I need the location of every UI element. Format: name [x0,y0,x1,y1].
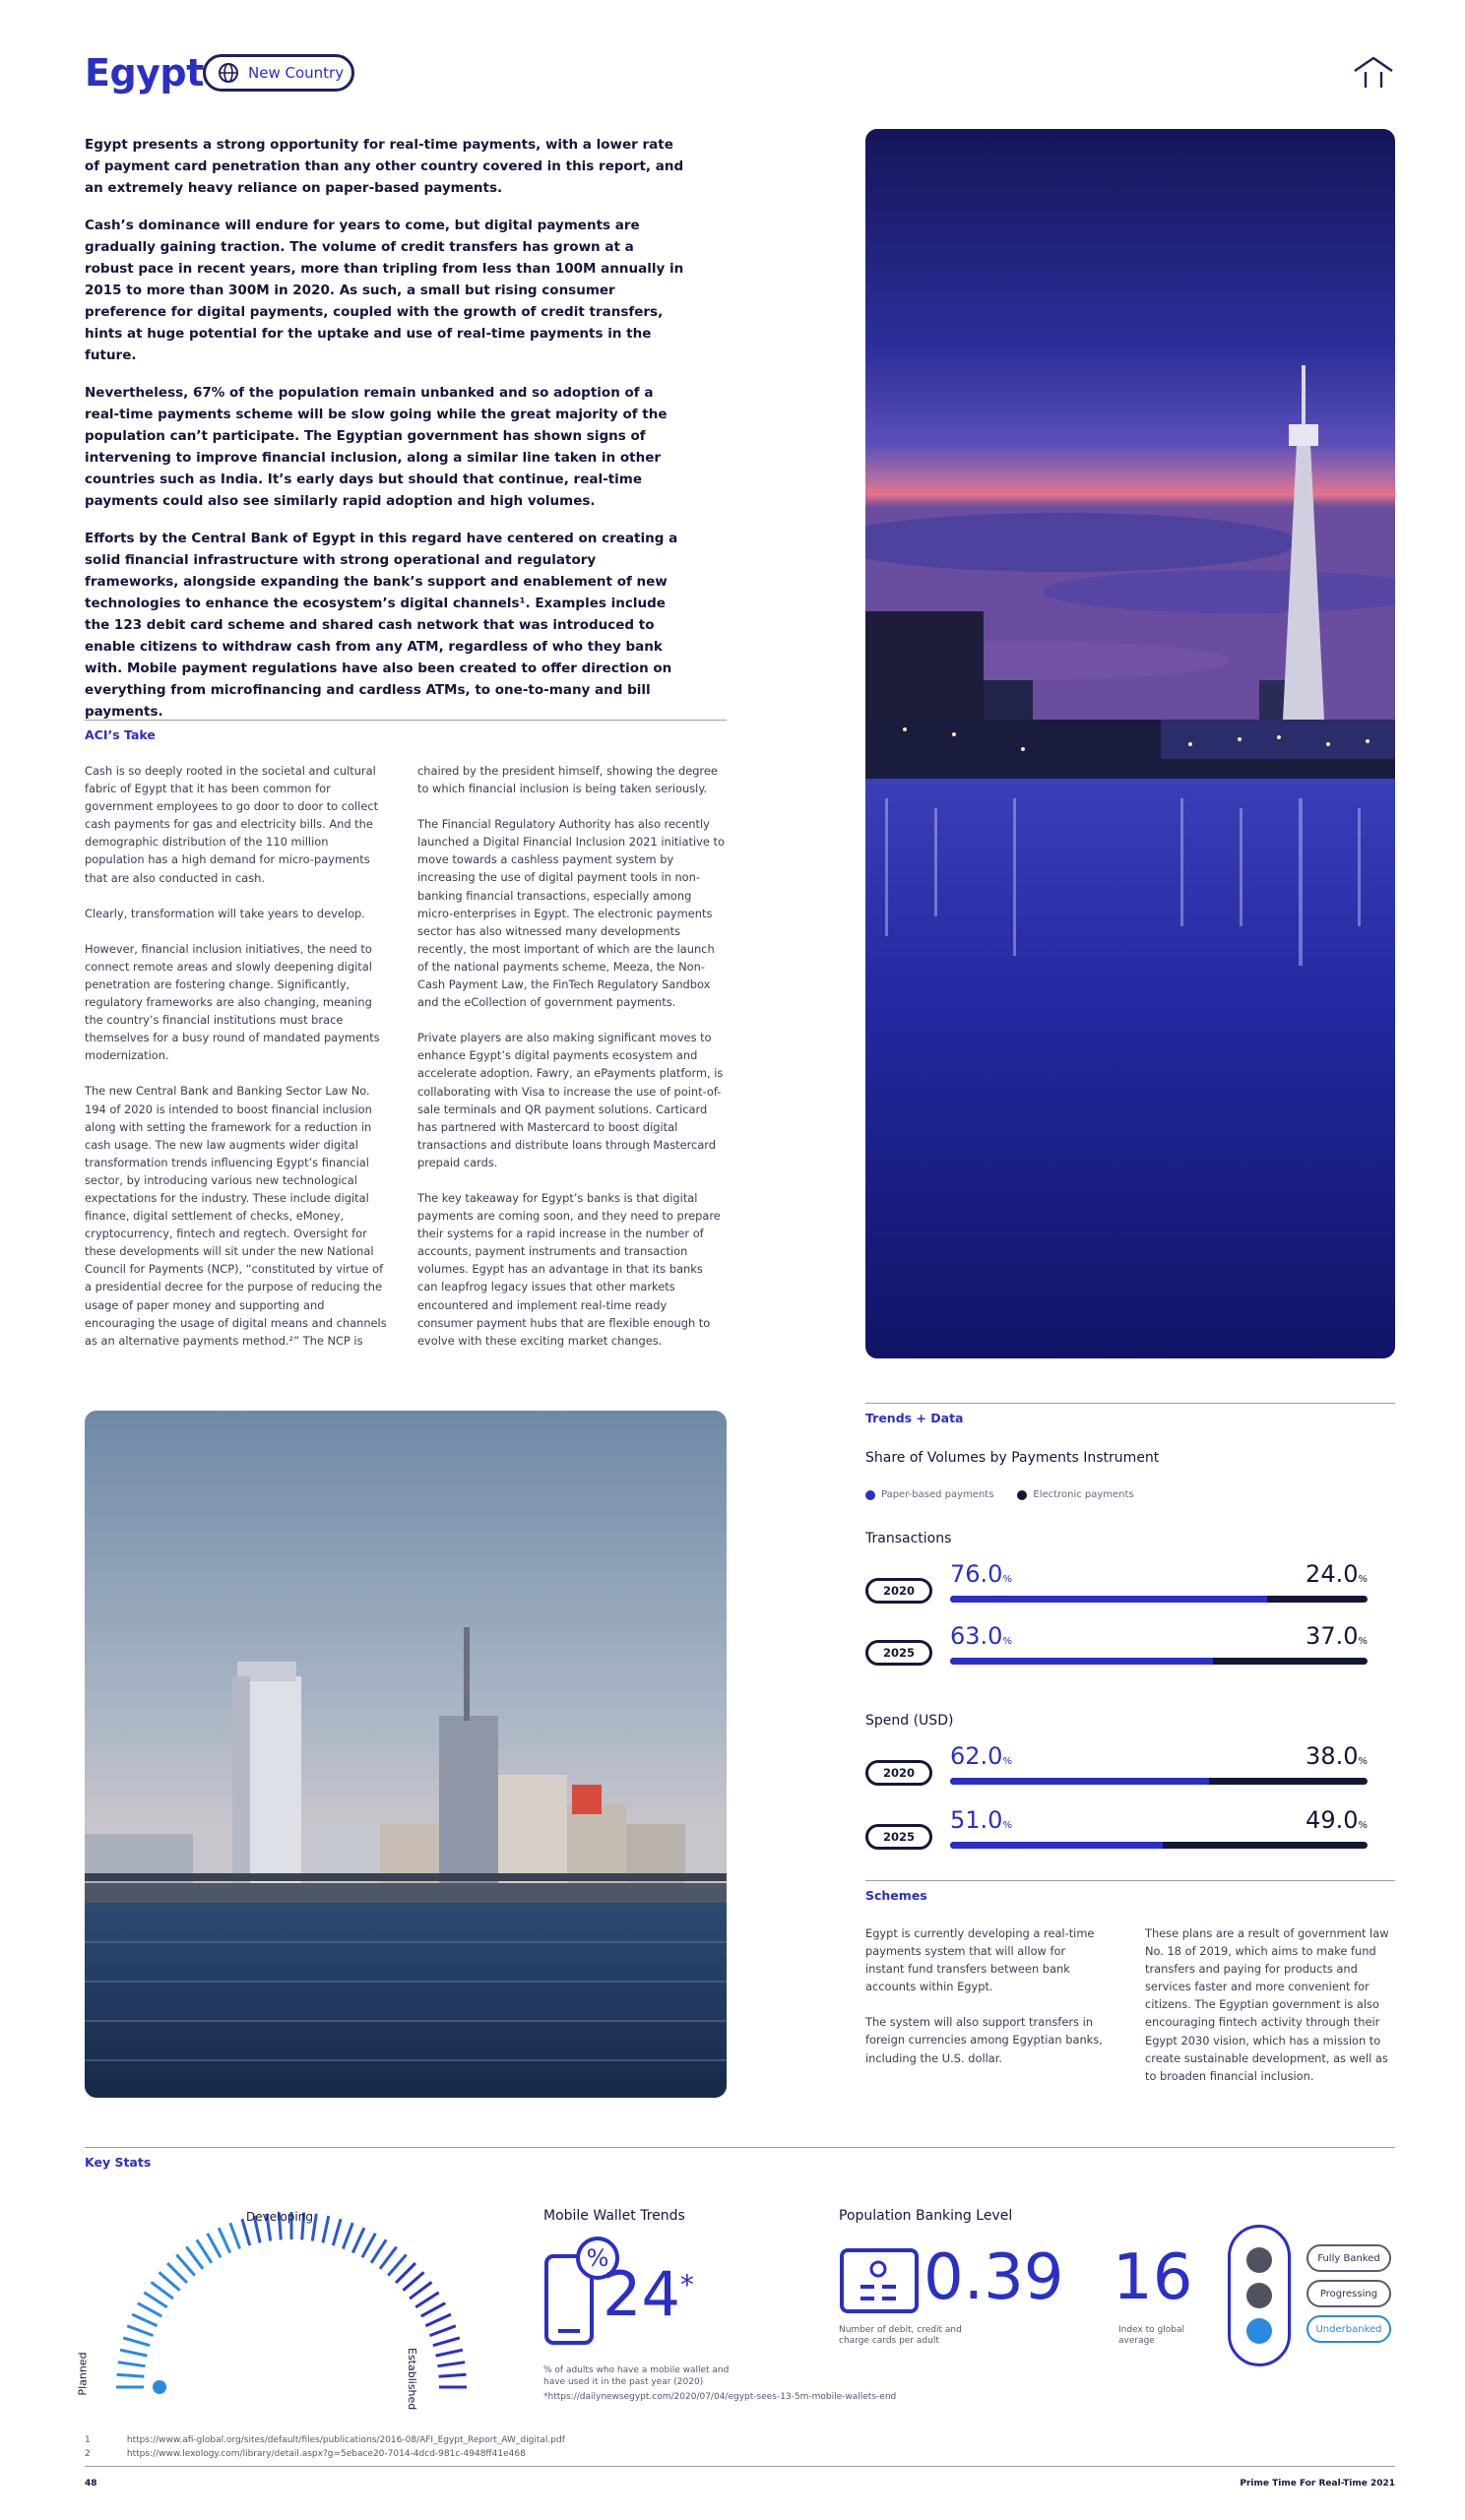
light-progressing [1246,2283,1272,2308]
schemes-column-1 [865,1924,1107,2085]
footnote-number: 1 [85,2435,91,2445]
acis-take-label: ACI’s Take [85,727,156,742]
paper-share-value: 62.0 [950,1742,1003,1770]
chart-legend [865,1489,1134,1500]
new-country-badge [203,54,354,92]
gauge-tick [421,2303,446,2316]
paragraph: chaired by the president himself, showing the degree to which financial inclusion is being taken seriously. [417,764,718,796]
paragraph: Egypt is currently developing a real-time payments system that will allow for instant fund transfers between bank accounts within Egypt. [865,1926,1095,1994]
maturity-gauge [85,2200,498,2397]
gauge-tick [343,2223,352,2248]
gauge-marker [153,2380,166,2394]
divider [85,2147,1395,2148]
gauge-tick [425,2314,451,2326]
mobile-wallet-source: *https://dailynewsegypt.com/2020/07/04/egypt-sees-13-5m-mobile-wallets-end [543,2392,897,2402]
home-icon[interactable] [1353,55,1394,89]
gauge-tick [403,2272,423,2290]
intro-paragraph: Efforts by the Central Bank of Egypt in this regard have centered on creating a solid financial infrastructure with strong operational and regulatory frameworks, alongside expanding the bank’s support and enablement of new technologies to enhance the ecosystem’s digital channels¹. Examples include the 123 debit card scheme and shared cash network that was introduced to enable citizens to withdraw cash from any ATM, regardless of who they bank with. Mobile payment regulations have also been created to offer direction on everything from microfinancing and cardless ATMs, to one-to-many and bill payments. [85,531,678,720]
gauge-tick [415,2293,439,2307]
gauge-tick [430,2326,456,2336]
gauge-tick [176,2255,194,2276]
share-bar [950,1842,1368,1849]
paper-share-fill [950,1596,1267,1603]
value-mark: * [679,2268,694,2301]
paragraph: The Financial Regulatory Authority has also recently launched a Digital Financial Inclusion 2021 initiative to move towards a cashless payment system by increasing the use of digital payment tools in non-banking financial transactions, especially among micro-enterprises in Egypt. The electronic payments sector has also witnessed many developments recently, the most important of which are the launch of the national payments scheme, Meeza, the Non-Cash Payment Law, the FinTech Regulatory Sandbox and the eCollection of government payments. [417,817,725,1010]
unit: % [1358,1574,1368,1585]
divider [865,1403,1395,1404]
card-icon [839,2247,920,2314]
paper-share-label [950,1742,1012,1770]
electronic-share-value: 24.0 [1306,1560,1359,1588]
gauge-tick [362,2234,375,2258]
gauge-tick [159,2272,180,2290]
banking-level-indicator [1228,2225,1291,2366]
electronic-share-value: 38.0 [1306,1742,1359,1770]
chart-row [865,1560,1368,1609]
gauge-tick [438,2362,466,2366]
trends-label: Trends + Data [865,1411,964,1425]
paragraph: However, financial inclusion initiatives, the need to connect remote areas and slowly deepening digital penetration are fostering change. Significantly, regulatory frameworks are also changing, meaning the country’s financial institutions must brace themselves for a busy round of mandated payments modernization. [85,941,380,1063]
unit: % [1358,1820,1368,1831]
gauge-tick [127,2326,153,2336]
status-fully-banked: Fully Banked [1306,2244,1391,2272]
divider [865,1880,1395,1881]
badge-label: New Country [248,64,345,82]
footnote-link[interactable]: https://www.afi-global.org/sites/default/files/publications/2016-08/AFI_Egypt_Report_AW_digital.pdf [126,2435,565,2445]
mobile-wallet-title: Mobile Wallet Trends [543,2208,685,2224]
paragraph: Cash is so deeply rooted in the societal and cultural fabric of Egypt that it has been common for government employees to go door to door to collect cash payments for gas and electricity bills. And the demographic distribution of the 110 million population has a high demand for micro-payments that are also conducted in cash. [85,764,379,885]
gauge-label-left: Planned [76,2352,90,2396]
electronic-share-value: 49.0 [1306,1806,1359,1834]
gauge-tick [186,2247,203,2269]
unit: % [1358,1636,1368,1647]
group-title: Transactions [865,1531,952,1546]
year-pill: 2020 [865,1578,932,1604]
gauge-tick [120,2350,147,2356]
gauge-tick [123,2338,150,2346]
gauge-tick [144,2293,167,2307]
paragraph: Private players are also making significant moves to enhance Egypt’s digital payments ecosystem and accelerate adoption. Fawry, an ePayments platform, is collaborating with Visa to increase the use of point-of-sale terminals and QR payment solutions. Carticard has partnered with Mastercard to boost digital transactions and distribute loans through Mastercard prepaid cards. [417,1031,724,1169]
year-pill: 2020 [865,1760,932,1786]
gauge-tick [371,2239,386,2263]
gauge-tick [138,2303,162,2316]
mobile-wallet-value [603,2258,694,2330]
year-pill: 2025 [865,1640,932,1666]
svg-text:%: % [586,2244,609,2272]
paper-share-value: 51.0 [950,1806,1003,1834]
banking-title: Population Banking Level [839,2208,1013,2224]
gauge-tick [132,2314,158,2326]
gauge-label-right: Established [406,2348,418,2411]
electronic-share-value: 37.0 [1306,1622,1359,1650]
unit: % [1358,1756,1368,1767]
footnote-link[interactable]: https://www.lexology.com/library/detail.aspx?g=5ebace20-7014-4dcd-981c-4948ff41e468 [126,2449,526,2459]
light-fully-banked [1246,2247,1272,2273]
status-underbanked: Underbanked [1306,2315,1391,2343]
footnote-1 [85,2435,565,2445]
gauge-tick [352,2228,364,2253]
chart-row [865,1742,1368,1792]
paper-share-label [950,1806,1012,1834]
globe-icon [218,62,239,84]
paper-share-label [950,1622,1012,1650]
schemes-label: Schemes [865,1888,927,1903]
gauge-tick [433,2338,460,2346]
intro-paragraph: Egypt presents a strong opportunity for real-time payments, with a lower rate of payment card penetration than any other country covered in this report, and an extremely heavy reliance on paper-based payments. [85,137,684,196]
key-stats-label: Key Stats [85,2155,152,2170]
electronic-share-label [1306,1742,1368,1770]
divider [85,720,727,721]
intro-paragraph: Nevertheless, 67% of the population remain unbanked and so adoption of a real-time payments scheme will be slow going while the great majority of the population can’t participate. The Egyptian government has shown signs of intervening to improve financial inclusion, along a similar line taken in other countries such as India. It’s early days but should that continue, real-time payments could also see similarly rapid adoption and high volumes. [85,385,668,509]
paper-share-value: 76.0 [950,1560,1003,1588]
page-number: 48 [85,2479,97,2488]
legend-swatch-electronic [1017,1490,1027,1500]
unit: % [1002,1756,1012,1767]
gauge-tick [219,2228,230,2253]
value-number: 24 [603,2258,680,2330]
schemes-column-2 [1145,1924,1395,2103]
footnote-2 [85,2449,526,2459]
legend-swatch-paper [865,1490,875,1500]
electronic-share-label [1306,1622,1368,1650]
paper-share-fill [950,1778,1209,1785]
gauge-tick [388,2255,406,2276]
gauge-tick [208,2234,221,2258]
report-title: Prime Time For Real-Time 2021 [1240,2479,1395,2488]
share-bar [950,1658,1368,1665]
divider [85,2466,1395,2467]
paragraph: Clearly, transformation will take years to develop. [85,906,365,920]
intro-text [85,134,687,738]
gauge-tick [152,2282,173,2299]
cards-per-adult-caption: Number of debit, credit and charge cards per adult [839,2325,962,2346]
gauge-tick [396,2263,415,2283]
share-bar [950,1778,1368,1785]
status-progressing: Progressing [1306,2280,1391,2307]
index-value: 16 [1113,2241,1193,2314]
gauge-tick [167,2263,187,2283]
gauge-tick [118,2362,146,2366]
gauge-tick [333,2219,341,2245]
acis-take-column-2 [417,762,725,1367]
gauge-tick [436,2350,463,2356]
electronic-share-label [1306,1806,1368,1834]
gauge-tick [117,2374,145,2376]
gauge-tick [197,2239,212,2263]
legend-label: Electronic payments [1033,1489,1134,1500]
paragraph: These plans are a result of government law No. 18 of 2019, which aims to make fund transfers and paying for products and services faster and more convenient for citizens. The Egyptian government is also encouraging fintech activity through their Egypt 2030 vision, which has a mission to create sustainable development, as well as to broaden financial inclusion. [1145,1926,1389,2083]
cairo-tower-photo [865,129,1395,1358]
cairo-skyline-photo [85,1411,727,2098]
intro-paragraph: Cash’s dominance will endure for years to come, but digital payments are gradually gaining traction. The volume of credit transfers has grown at a robust pace in recent years, more than tripling from less than 100M annually in 2015 to more than 300M in 2020. As such, a small but rising consumer preference for digital payments, coupled with the growth of credit transfers, hints at huge potential for the uptake and use of real-time payments in the future. [85,218,684,363]
paper-share-fill [950,1658,1213,1665]
paper-share-label [950,1560,1012,1588]
gauge-tick [410,2282,431,2299]
unit: % [1002,1636,1012,1647]
gauge-tick [380,2247,397,2269]
paragraph: The key takeaway for Egypt’s banks is that digital payments are coming soon, and they need to prepare their systems for a rapid increase in the number of accounts, payment instruments and transaction volumes. Egypt has an advantage in that its banks can leapfrog legacy issues that other markets encountered and implement real-time ready consumer payment hubs that are flexible enough to evolve with these exciting market changes. [417,1190,721,1348]
gauge-label-top: Developing [246,2210,313,2224]
page-title: Egypt [85,51,204,94]
unit: % [1002,1574,1012,1585]
light-underbanked [1246,2318,1272,2344]
chart-subtitle: Share of Volumes by Payments Instrument [865,1450,1160,1466]
year-pill: 2025 [865,1824,932,1850]
gauge-tick [323,2216,329,2242]
cards-per-adult-value: 0.39 [924,2241,1064,2314]
chart-row [865,1622,1368,1671]
share-bar [950,1596,1368,1603]
paper-share-value: 63.0 [950,1622,1003,1650]
mobile-wallet-caption: % of adults who have a mobile wallet and have used it in the past year (2020) [543,2365,730,2387]
index-caption: Index to global average [1118,2325,1184,2346]
paragraph: The new Central Bank and Banking Sector Law No. 194 of 2020 is intended to boost financial inclusion along with setting the framework for a reduction in cash usage. The new law augments wider digital transformation trends influencing Egypt’s financial sector, by introducing various new technological expectations for the industry. These include digital finance, digital settlement of checks, eMoney, cryptocurrency, fintech and regtech. Oversight for these developments will sit under the new National Council for Payments (NCP), “constituted by virtue of a presidential decree for the purpose of reducing the usage of paper money and supporting and encouraging the usage of digital means and channels as an alternative payments method.²” The NCP is [85,1084,387,1348]
footnote-number: 2 [85,2449,91,2459]
chart-row [865,1806,1368,1856]
group-title: Spend (USD) [865,1713,954,1729]
paper-share-fill [950,1842,1163,1849]
electronic-share-label [1306,1560,1368,1588]
legend-label: Paper-based payments [881,1489,994,1500]
unit: % [1002,1820,1012,1831]
paragraph: The system will also support transfers in foreign currencies among Egyptian banks, including the U.S. dollar. [865,2015,1103,2065]
acis-take-column-1 [85,762,390,1367]
gauge-tick [439,2374,467,2376]
gauge-tick [230,2223,240,2248]
